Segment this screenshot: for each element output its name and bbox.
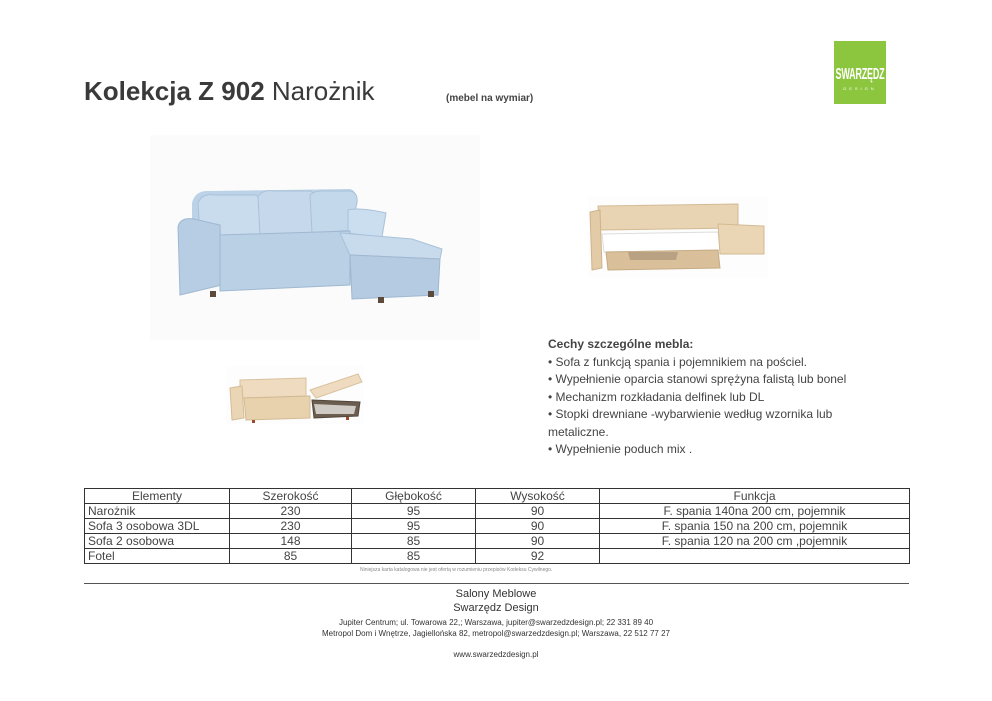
title-bold: Kolekcja Z 902 [84, 76, 265, 106]
features-heading: Cechy szczególne mebla: [548, 337, 694, 351]
logo-sub: DESIGN [843, 86, 877, 91]
cell-depth: 95 [352, 504, 476, 519]
feature-item: • Sofa z funkcją spania i pojemnikiem na pościel. [548, 354, 808, 369]
footer-line-2: Swarzędz Design [453, 602, 539, 614]
footer-line-1: Salony Meblowe [455, 588, 537, 600]
table-row [85, 549, 910, 564]
table-header-row [85, 489, 910, 504]
cell-height: 92 [476, 549, 600, 564]
swarzedz-logo [834, 41, 886, 104]
feature-item: • Mechanizm rozkładania delfinek lub DL [548, 389, 765, 404]
footer-website-link[interactable]: www.swarzedzdesign.pl [453, 650, 539, 659]
table-row [85, 534, 910, 549]
cell-function [600, 549, 910, 564]
feature-item: metaliczne. [548, 424, 609, 439]
page-subtitle: (mebel na wymiar) [446, 93, 534, 104]
table-row [85, 519, 910, 534]
dimensions-table [84, 488, 910, 564]
corner-sofa-storage-image [226, 366, 364, 424]
cell-width: 230 [230, 504, 352, 519]
cell-element: Narożnik [85, 504, 230, 519]
divider [84, 583, 909, 584]
table-row [85, 504, 910, 519]
cell-depth: 85 [352, 549, 476, 564]
cell-width: 85 [230, 549, 352, 564]
cell-height: 90 [476, 504, 600, 519]
cell-height: 90 [476, 519, 600, 534]
feature-item: • Wypełnienie poduch mix . [548, 442, 693, 456]
cell-function: F. spania 140na 200 cm, pojemnik [600, 504, 910, 519]
cell-depth: 85 [352, 534, 476, 549]
cell-element: Sofa 2 osobowa [85, 534, 230, 549]
footer-address-metropol: Metropol Dom i Wnętrze, Jagiellońska 82, metropol@swarzedzdesign.pl; Warszawa, 22 512 77 27 [322, 629, 670, 638]
cell-height: 90 [476, 534, 600, 549]
sofa-bed-open-image [588, 196, 768, 278]
cell-depth: 95 [352, 519, 476, 534]
cell-width: 230 [230, 519, 352, 534]
logo-brand: SWARZĘDZ [835, 65, 885, 83]
col-header: Szerokość [230, 489, 352, 504]
col-header: Elementy [85, 489, 230, 504]
col-header: Głębokość [352, 489, 476, 504]
cell-element: Fotel [85, 549, 230, 564]
col-header: Wysokość [476, 489, 600, 504]
col-header: Funkcja [600, 489, 910, 504]
cell-element: Sofa 3 osobowa 3DL [85, 519, 230, 534]
cell-function: F. spania 150 na 200 cm, pojemnik [600, 519, 910, 534]
page-title [84, 76, 374, 107]
feature-item: • Wypełnienie oparcia stanowi sprężyna falistą lub bonel [548, 372, 847, 386]
feature-item: • Stopki drewniane -wybarwienie według wzornika lub [548, 407, 833, 421]
cell-function: F. spania 120 na 200 cm ,pojemnik [600, 534, 910, 549]
footer-address-jupiter: Jupiter Centrum; ul. Towarowa 22,; Warszawa, jupiter@swarzedzdesign.pl; 22 331 89 40 [338, 618, 654, 627]
features-section [548, 336, 888, 459]
corner-sofa-blue-image [150, 135, 480, 340]
cell-width: 148 [230, 534, 352, 549]
title-rest: Narożnik [271, 76, 375, 106]
disclaimer: Niniejsza karta katalogowa nie jest ofertą w rozumieniu przepisów Kodeksu Cywilnego. [360, 567, 553, 573]
